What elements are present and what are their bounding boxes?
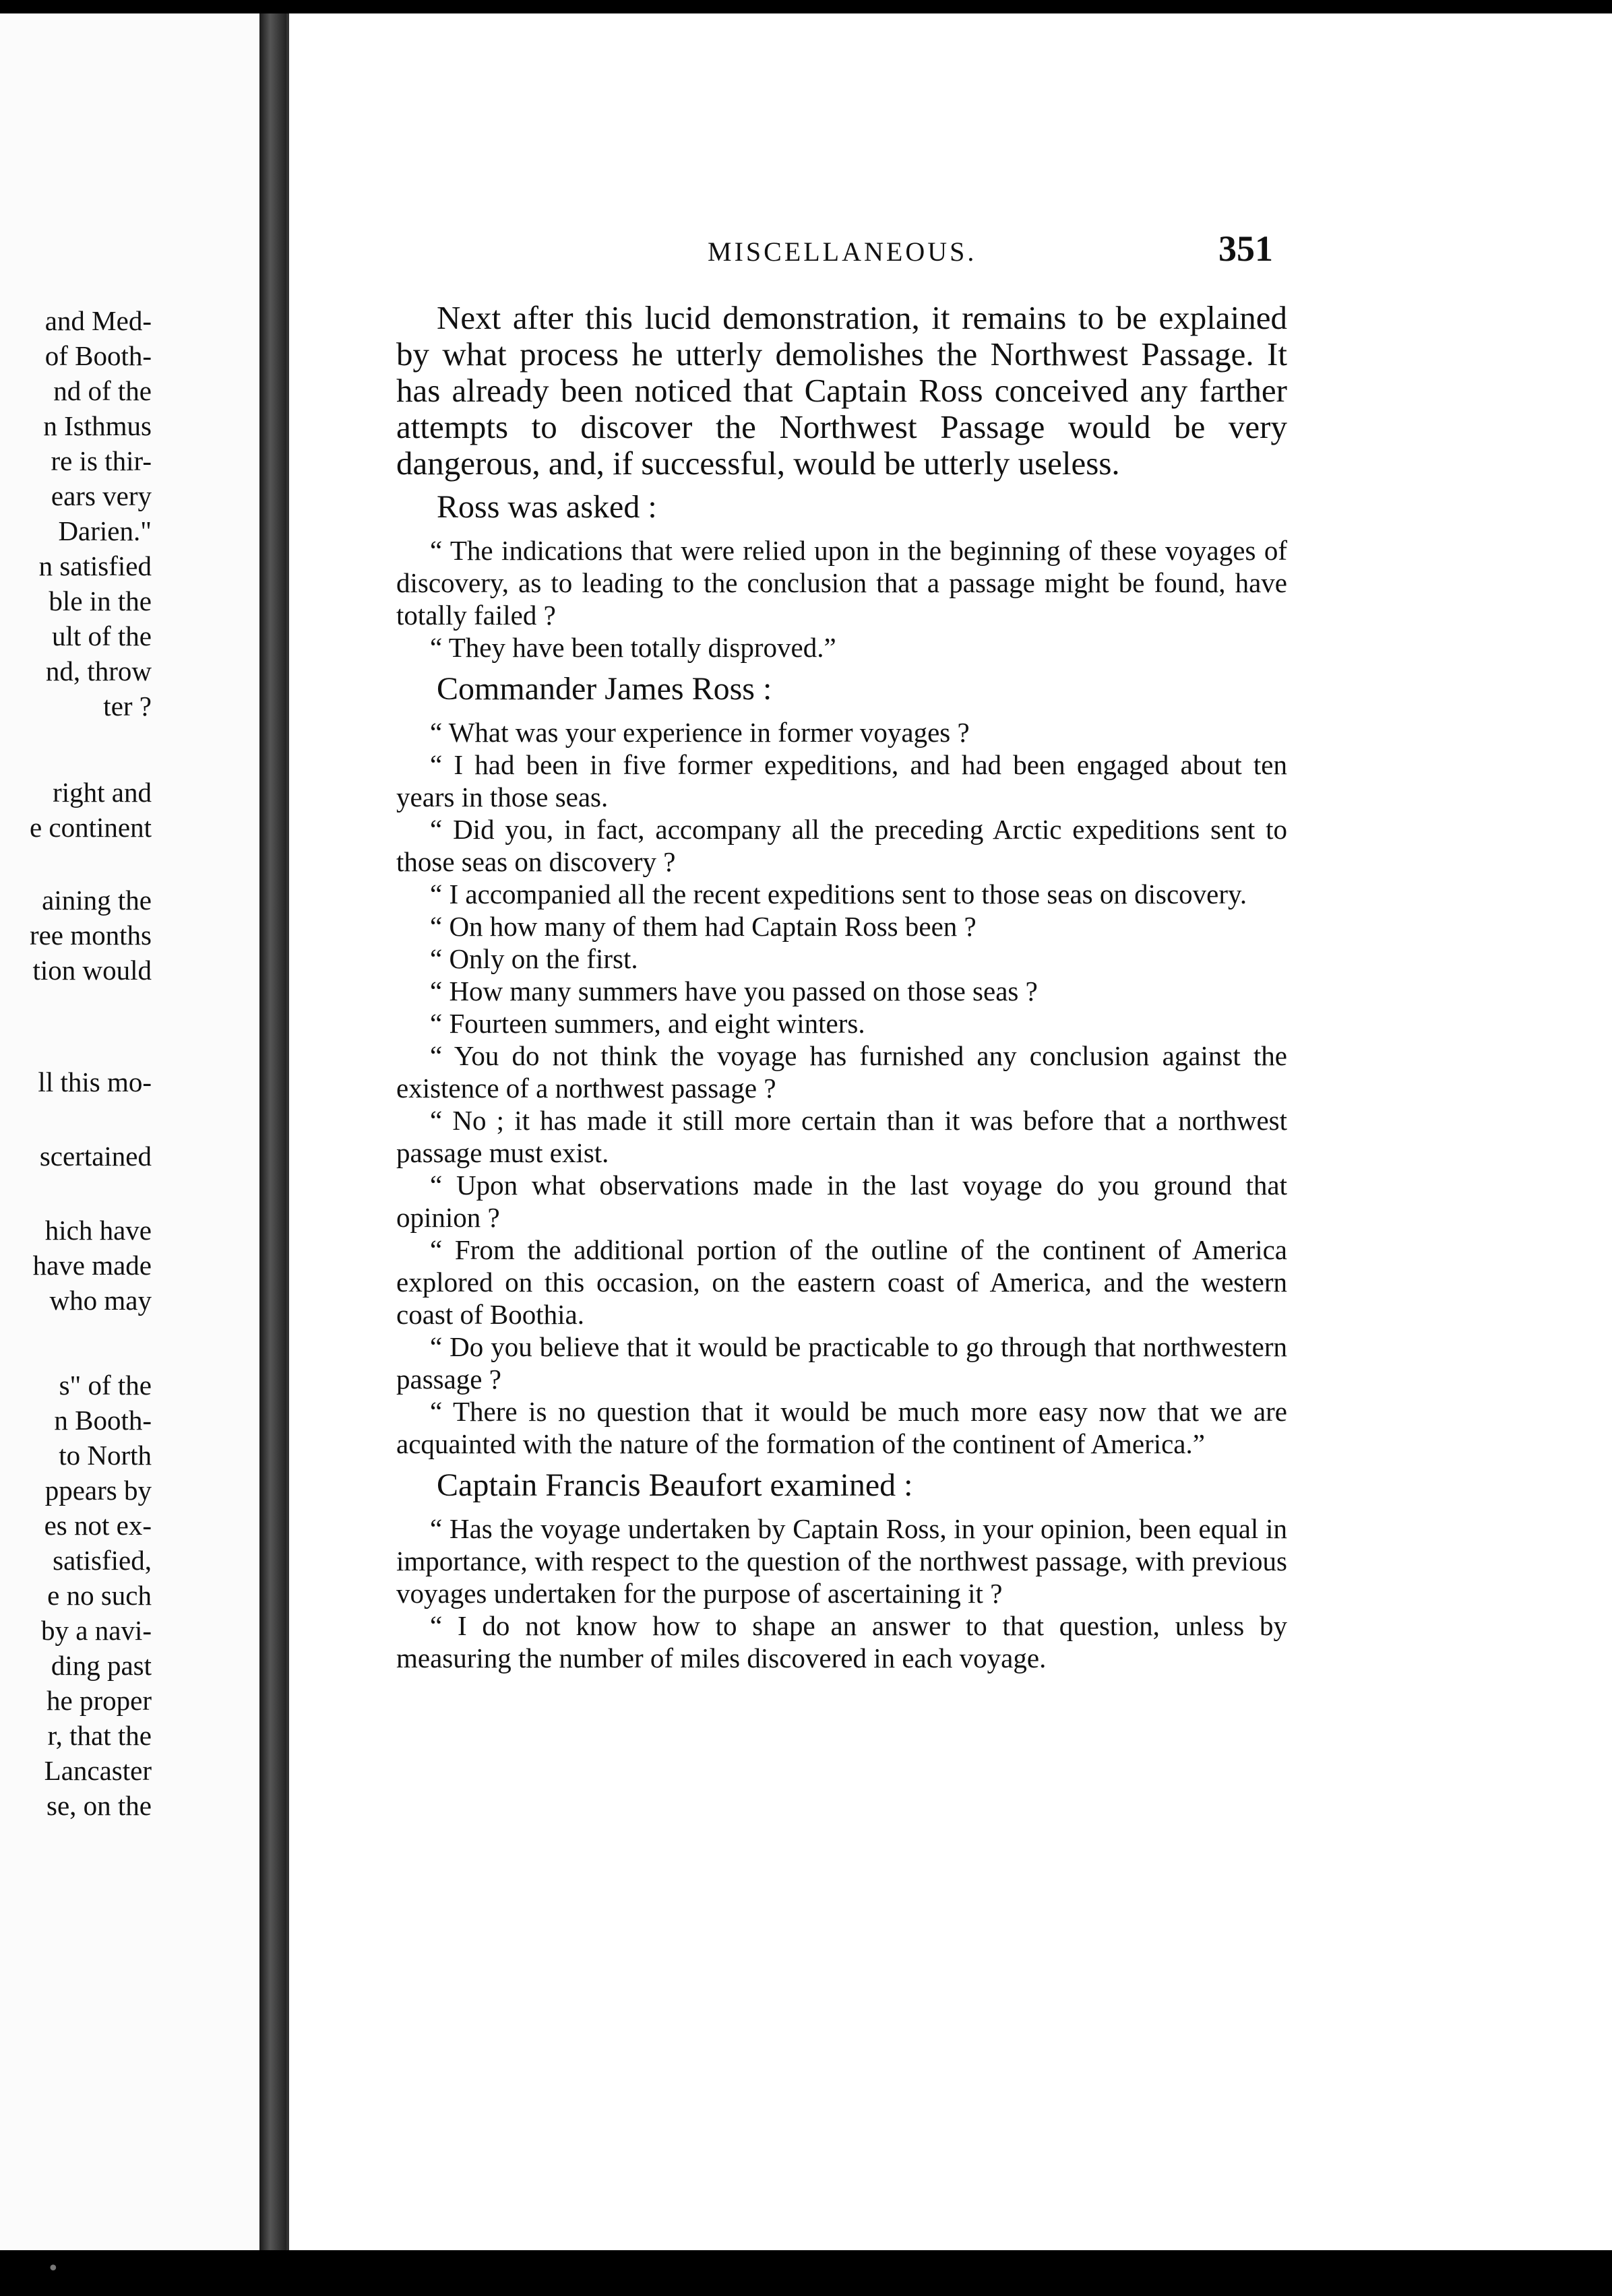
testimony-line: “ You do not think the voyage has furnished any conclusion against the existence of a northwest passage ? [396,1040,1287,1104]
left-page-fragment: ppears by [44,1475,152,1506]
testimony-line: “ I accompanied all the recent expeditions sent to those seas on discovery. [430,879,1247,910]
left-page-fragment: Darien." [58,515,152,546]
testimony-line: “ What was your experience in former voyages ? [430,717,970,748]
left-page-fragment: e no such [47,1580,152,1611]
left-page-fragment: n Isthmus [43,410,152,441]
left-page-fragment: r, that the [47,1720,152,1751]
james-ross-heading: Commander James Ross : [437,671,772,707]
testimony-line: “ There is no question that it would be much more easy now that we are acquainted with the nature of the formation of the continent of America.” [396,1396,1287,1459]
testimony-line: “ Did you, in fact, accompany all the preceding Arctic expeditions sent to those seas on discovery ? [396,814,1287,877]
left-page-fragment: n satisfied [38,550,152,581]
testimony-line: “ Only on the first. [430,943,638,974]
left-page-fragment: ll this mo- [38,1066,152,1097]
testimony-line: “ Fourteen summers, and eight winters. [430,1008,865,1039]
left-page-fragment: ree months [29,920,152,951]
left-page-fragment: nd, throw [45,656,152,687]
left-page-fragment: scertained [39,1141,152,1172]
left-page-fragment: to North [59,1440,152,1471]
left-page-fragment: ult of the [51,620,152,651]
page-number: 351 [1218,228,1273,269]
testimony-line: “ Upon what observations made in the last voyage do you ground that opinion ? [396,1170,1287,1233]
left-page-fragment: and Med- [44,305,152,336]
left-page-fragment: tion would [32,955,152,986]
intro-paragraph: Next after this lucid demonstration, it remains to be explained by what process he utterly demolishes the Northwest Passage. It has already been noticed that Captain Ross conceived any farther attempts to discover the Northwest Passage would be very dangerous, and, if successful, would be utterly useless. [396,299,1287,482]
testimony-line: “ I had been in five former expeditions, and had been engaged about ten years in those seas. [396,749,1287,812]
ross-answer: “ They have been totally disproved.” [430,632,836,663]
testimony-line: “ Do you believe that it would be practicable to go through that northwestern passage ? [396,1331,1287,1395]
left-page [0,13,270,2250]
left-page-fragment: hich have [44,1215,152,1246]
bottom-mark: • [47,2257,59,2281]
testimony-line: “ On how many of them had Captain Ross been ? [430,911,976,942]
left-page-fragment: se, on the [46,1790,152,1821]
left-page-fragment: n Booth- [54,1405,152,1436]
left-page-fragment: satisfied, [53,1545,152,1576]
left-page-fragment: re is thir- [51,445,152,476]
left-page-fragment: s" of the [59,1370,152,1401]
james-ross-testimony [396,716,1287,1460]
testimony-line: “ Has the voyage undertaken by Captain Ross, in your opinion, been equal in importance, with respect to the question of the northwest passage, with previous voyages undertaken for the purpose of ascertaining it ? [396,1513,1287,1609]
text-block [396,300,1287,1674]
beaufort-heading: Captain Francis Beaufort examined : [437,1467,913,1503]
testimony-line: “ I do not know how to shape an answer to that question, unless by measuring the number of miles discovered in each voyage. [396,1610,1287,1673]
left-page-fragment: who may [49,1285,152,1316]
book-spine [259,13,286,2250]
left-page-fragment: ding past [51,1650,152,1681]
ross-heading: Ross was asked : [437,489,657,525]
left-page-fragment: ter ? [103,691,152,722]
left-page-fragment: of Booth- [44,340,152,371]
testimony-line: “ No ; it has made it still more certain than it was before that a northwest passage must exist. [396,1105,1287,1168]
left-page-fragment: aining the [42,885,152,916]
left-page-fragment: e continent [29,812,152,843]
left-page-fragment: Lancaster [44,1755,152,1786]
left-page-fragment: ble in the [49,585,152,616]
left-page-fragment: nd of the [53,375,152,406]
left-page-fragment: es not ex- [44,1510,152,1541]
left-page-fragment: by a navi- [41,1615,152,1646]
left-page-fragment: he proper [46,1685,152,1716]
testimony-line: “ How many summers have you passed on those seas ? [430,976,1038,1007]
ross-question: “ The indications that were relied upon in the beginning of these voyages of discovery, as to leading to the conclusion that a passage might be found, have totally failed ? [396,535,1287,631]
testimony-line: “ From the additional portion of the outline of the continent of America explored on this occasion, on the eastern coast of America, and the western coast of Boothia. [396,1234,1287,1330]
left-page-fragment: right and [53,777,152,808]
left-page-text-fragments [0,303,152,1839]
left-page-fragment: ears very [51,480,152,511]
beaufort-testimony [396,1512,1287,1674]
left-page-fragment: have made [32,1250,152,1281]
running-title: MISCELLANEOUS. [708,236,977,267]
